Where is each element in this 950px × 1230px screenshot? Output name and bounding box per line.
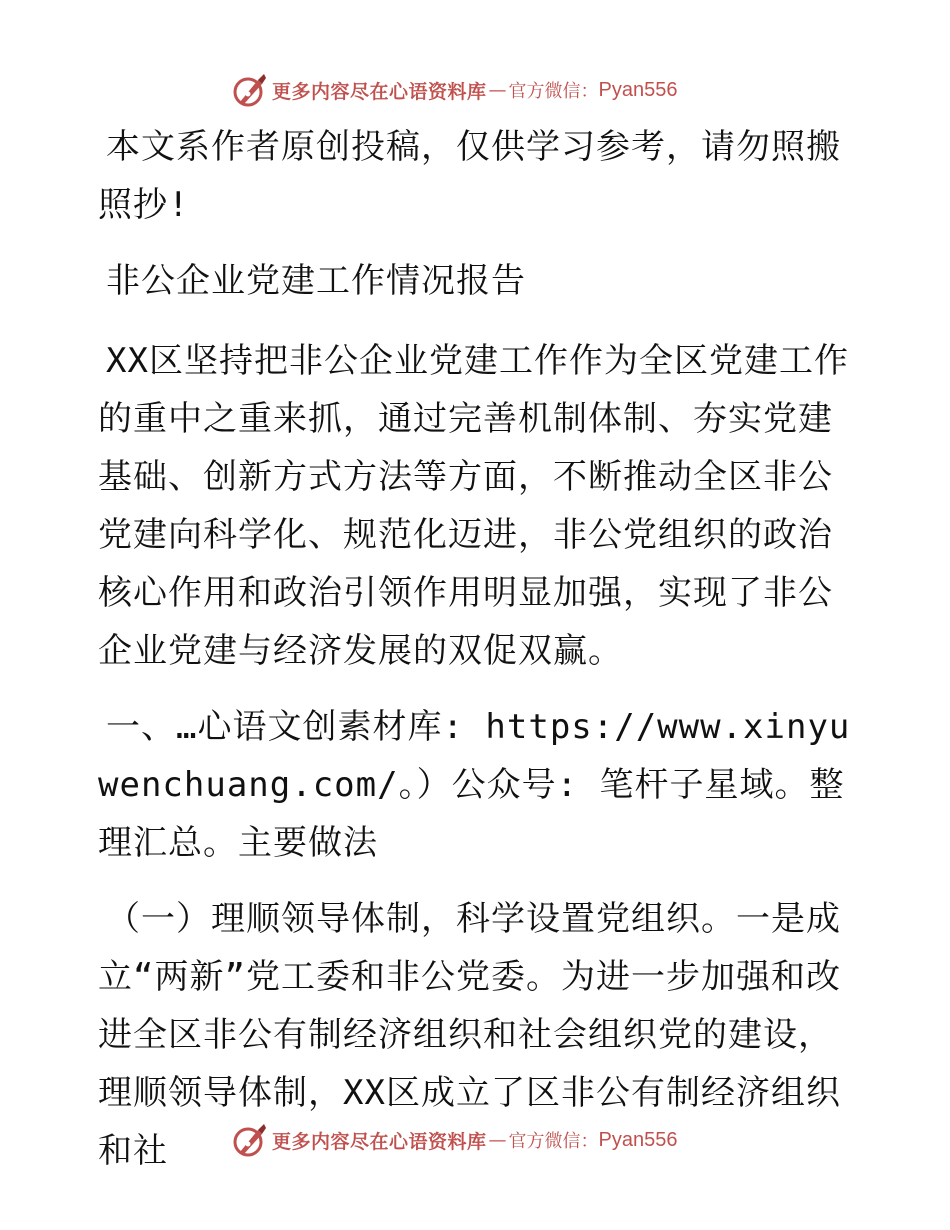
- pen-nib-logo-icon: [232, 1122, 268, 1158]
- banner-dash: —: [488, 79, 507, 101]
- pen-nib-logo-icon: [232, 72, 268, 108]
- document-body: [98, 118, 858, 1198]
- banner-site-name: 更多内容尽在心语资料库: [272, 1130, 487, 1153]
- banner-wechat-id: Pyan556: [598, 78, 678, 101]
- banner-wechat-id: Pyan556: [598, 1128, 678, 1151]
- intro-paragraph: XX区坚持把非公企业党建工作作为全区党建工作的重中之重来抓，通过完善机制体制、夯实党建基础、创新方式方法等方面，不断推动全区非公党建向科学化、规范化迈进，非公党组织的政治核心作用和政治引领作用明显加强，实现了非公企业党建与经济发展的双促双赢。: [98, 341, 849, 671]
- copyright-notice: 本文系作者原创投稿，仅供学习参考，请勿照搬照抄!: [98, 127, 841, 225]
- banner-wechat-label: 官方微信：: [508, 81, 599, 102]
- footer-watermark-banner: [232, 1120, 732, 1160]
- header-watermark-banner: [232, 70, 732, 110]
- banner-site-name: 更多内容尽在心语资料库: [272, 80, 487, 103]
- banner-wechat-label: 官方微信：: [508, 1131, 599, 1152]
- section-heading: 一、…心语文创素材库: https://www.xinyuwenchuang.com/。）公众号: 笔杆子星域。整理汇总。主要做法: [98, 707, 851, 863]
- banner-dash: —: [488, 1129, 507, 1151]
- document-title: 非公企业党建工作情况报告: [106, 261, 526, 301]
- subsection-paragraph: （一）理顺领导体制，科学设置党组织。一是成立“两新”党工委和非公党委。为进一步加强和改进全区非公有制经济组织和社会组织党的建设，理顺领导体制，XX区成立了区非公有制经济组织和社: [98, 899, 841, 1171]
